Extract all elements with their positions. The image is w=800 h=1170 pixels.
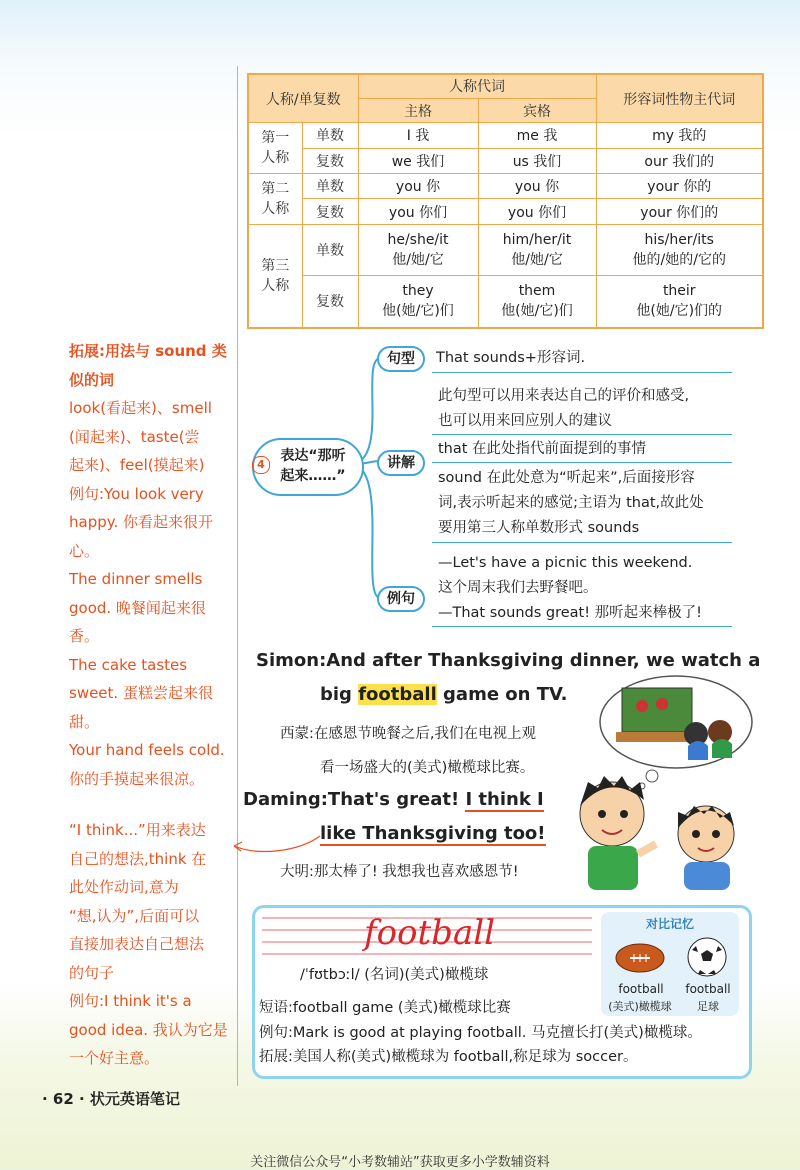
cell: you 你 xyxy=(358,174,478,199)
note-line: 拓展:用法与 sound 类 xyxy=(69,342,227,360)
sg-label: 单数 xyxy=(302,224,358,275)
cell: you 你们 xyxy=(478,199,596,224)
simon-line-1: Simon:And after Thanksgiving dinner, we watch a xyxy=(256,650,761,671)
explain-underline xyxy=(432,542,732,543)
compare-sub-1: (美式)橄榄球 xyxy=(608,1000,672,1013)
note-line: “想,认为”,后面可以 xyxy=(69,906,200,925)
example-line: 这个周末我们去野餐吧。 xyxy=(438,580,598,596)
mindmap-center-title xyxy=(268,446,358,486)
margin-line xyxy=(237,66,238,1086)
daming-line-2: like Thanksgiving too! xyxy=(320,823,546,844)
pl-label: 复数 xyxy=(302,199,358,224)
note-line: Your hand feels cold. xyxy=(69,741,225,759)
example-block xyxy=(438,551,758,626)
simon-translation-2: 看一场盛大的(美式)橄榄球比赛。 xyxy=(320,760,535,776)
cell: you 你们 xyxy=(358,199,478,224)
cell: our 我们的 xyxy=(596,148,763,173)
header-pronoun: 人称代词 xyxy=(358,74,596,98)
note-line: 自己的想法,think 在 xyxy=(69,849,207,868)
cell: he/she/it 他/她/它 xyxy=(358,224,478,275)
pl-label: 复数 xyxy=(302,148,358,173)
watermark-text: 关注微信公众号“小考数辅站”获取更多小学数辅资料 xyxy=(250,1155,550,1170)
compare-sub-2: 足球 xyxy=(697,1000,719,1013)
vocab-phrase: 短语:football game (美式)橄榄球比赛 xyxy=(259,1000,511,1016)
explain-line: 也可以用来回应别人的建议 xyxy=(438,413,612,429)
note-line: happy. 你看起来很开心。 xyxy=(69,513,214,560)
note-line: 例句:I think it's a xyxy=(69,992,192,1010)
example-line: —That sounds great! 那听起来棒极了! xyxy=(438,605,702,621)
bubble-pattern: 句型 xyxy=(377,346,425,372)
boys-illustration xyxy=(568,770,758,890)
cell: his/her/its 他的/她的/它的 xyxy=(596,224,763,275)
header-object: 宾格 xyxy=(478,98,596,122)
bubble-example: 例句 xyxy=(377,586,425,612)
cell: their 他(她/它)们的 xyxy=(596,275,763,328)
example-underline xyxy=(432,626,732,627)
explain-block-2: that 在此处指代前面提到的事情 xyxy=(438,441,647,457)
pronoun-table xyxy=(247,73,764,329)
note-line: 直接加表达自己想法 xyxy=(69,935,205,953)
note-line: The cake tastes xyxy=(69,655,188,674)
cell: we 我们 xyxy=(358,148,478,173)
note-line: 例句:You look very xyxy=(69,484,204,503)
note-line: 似的词 xyxy=(69,370,115,389)
pattern-underline xyxy=(432,372,732,373)
person-1: 第一人称 xyxy=(248,123,302,174)
explain-block-3 xyxy=(438,466,758,541)
header-person: 人称/单复数 xyxy=(248,74,358,123)
cell: them 他(她/它)们 xyxy=(478,275,596,328)
explain-block-1 xyxy=(438,384,748,434)
example-line: —Let's have a picnic this weekend. xyxy=(438,555,693,571)
sg-label: 单数 xyxy=(302,174,358,199)
simon-line-2 xyxy=(320,684,567,705)
text: big xyxy=(320,684,359,705)
note-line: “I think...”用来表达 xyxy=(69,821,206,839)
compare-title: 对比记忆 xyxy=(645,917,694,931)
soccer-ball-icon xyxy=(686,936,728,978)
cell: him/her/it 他/她/它 xyxy=(478,224,596,275)
vocab-word: football xyxy=(364,913,495,953)
cell: your 你的 xyxy=(596,174,763,199)
underlined-text: I think I xyxy=(465,789,544,810)
compare-label-1: football xyxy=(618,982,664,996)
american-football-icon xyxy=(614,940,666,976)
bubble-explain: 讲解 xyxy=(377,450,425,476)
explain-line: 此句型可以用来表达自己的评价和感受, xyxy=(438,388,690,404)
compare-label-2: football xyxy=(685,982,731,996)
cell: they 他(她/它)们 xyxy=(358,275,478,328)
pattern-text: That sounds+形容词. xyxy=(436,350,586,366)
note-line: 此处作动词,意为 xyxy=(69,878,179,896)
person-3: 第三人称 xyxy=(248,224,302,328)
highlight-word: football xyxy=(358,684,437,705)
note-line: The dinner smells xyxy=(69,570,203,588)
simon-translation-1: 西蒙:在感恩节晚餐之后,我们在电视上观 xyxy=(280,726,536,742)
note-line: 你的手摸起来很凉。 xyxy=(69,769,205,788)
explain-line: sound 在此处意为“听起来”,后面接形容 xyxy=(438,470,695,486)
vocab-example: 例句:Mark is good at playing football. 马克擅长打(美式)橄榄球。 xyxy=(259,1025,702,1041)
pl-label: 复数 xyxy=(302,275,358,328)
page-number: · 62 · 状元英语笔记 xyxy=(42,1090,180,1108)
side-note-sound xyxy=(69,337,234,793)
header-subject: 主格 xyxy=(358,98,478,122)
text: Daming:That's great! xyxy=(243,789,466,810)
cell: you 你 xyxy=(478,174,596,199)
explain-line: 要用第三人称单数形式 sounds xyxy=(438,520,640,536)
vocab-phonetic: /ˈfʊtbɔːl/ (名词)(美式)橄榄球 xyxy=(300,967,489,983)
note-arrow xyxy=(228,832,328,862)
note-line: good idea. 我认为它是 xyxy=(69,1020,228,1039)
cell: my 我的 xyxy=(596,123,763,148)
note-line: sweet. 蛋糕尝起来很甜。 xyxy=(69,684,213,731)
person-2: 第二人称 xyxy=(248,174,302,225)
mindmap-number: 4 xyxy=(252,456,270,474)
side-note-think xyxy=(69,816,234,1073)
header-possessive: 形容词性物主代词 xyxy=(596,74,763,123)
cell: me 我 xyxy=(478,123,596,148)
center-line: 起来……” xyxy=(280,468,346,484)
vocab-extension: 拓展:美国人称(美式)橄榄球为 football,称足球为 soccer。 xyxy=(259,1049,638,1065)
cell: I 我 xyxy=(358,123,478,148)
note-line: good. 晚餐闻起来很香。 xyxy=(69,598,206,645)
explain-underline xyxy=(432,462,732,463)
text: game on TV. xyxy=(436,684,568,705)
center-line: 表达“那听 xyxy=(280,448,346,464)
note-line: 起来)、feel(摸起来) xyxy=(69,456,205,474)
cell: us 我们 xyxy=(478,148,596,173)
explain-line: 词,表示听起来的感觉;主语为 that,故此处 xyxy=(438,495,704,511)
note-line: 的句子 xyxy=(69,963,115,982)
cell: your 你们的 xyxy=(596,199,763,224)
note-line: 一个好主意。 xyxy=(69,1049,160,1067)
note-line: (闻起来)、taste(尝 xyxy=(69,427,200,446)
daming-translation: 大明:那太棒了! 我想我也喜欢感恩节! xyxy=(280,864,519,880)
note-line: look(看起来)、smell xyxy=(69,399,212,417)
explain-underline xyxy=(432,434,732,435)
sg-label: 单数 xyxy=(302,123,358,148)
daming-line-1 xyxy=(243,789,544,810)
